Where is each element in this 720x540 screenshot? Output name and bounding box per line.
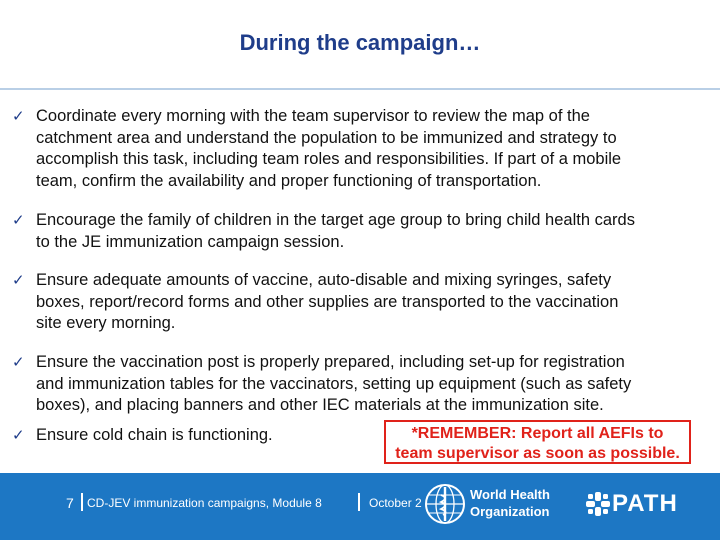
bullet-line: and immunization tables for the vaccinators, setting up equipment (such as safety: [36, 374, 632, 393]
who-line: Organization: [470, 504, 550, 519]
checkmark-icon: ✓: [12, 212, 25, 229]
footer-date: October 2: [369, 496, 422, 510]
checkmark-icon: ✓: [12, 108, 25, 125]
checkmark-icon: ✓: [12, 272, 25, 289]
path-logo-icon: [586, 492, 610, 516]
bullet-line: Ensure the vaccination post is properly prepared, including set-up for registration: [36, 353, 625, 371]
bullet-line: catchment area and understand the population to be immunized and strategy to: [36, 128, 617, 147]
reminder-line: team supervisor as soon as possible.: [395, 445, 680, 462]
bullet-line: Encourage the family of children in the target age group to bring child health cards: [36, 211, 635, 229]
title-divider: [0, 88, 720, 90]
bullet-line: site every morning.: [36, 314, 176, 332]
reminder-line: *REMEMBER: Report all AEFIs to: [411, 425, 664, 442]
bullet-line: accomplish this task, including team roles and responsibilities. If part of a mobile: [36, 150, 622, 168]
bullet-line: team, confirm the availability and proper functioning of transportation.: [36, 171, 542, 190]
footer-bar: [0, 473, 720, 540]
bullet-line: Ensure cold chain is functioning.: [36, 426, 273, 444]
who-logo: [424, 483, 564, 527]
bullet-text: [36, 106, 700, 192]
footer-divider: [358, 493, 360, 511]
bullet-line: to the JE immunization campaign session.: [36, 232, 345, 251]
page-number: 7: [66, 495, 74, 511]
bullet-line: Coordinate every morning with the team supervisor to review the map of the: [36, 107, 590, 125]
who-wordmark: [470, 486, 550, 520]
bullet-line: Ensure adequate amounts of vaccine, auto-disable and mixing syringes, safety: [36, 271, 612, 289]
footer-divider: [81, 493, 83, 511]
path-wordmark: PATH: [612, 490, 678, 517]
who-line: World Health: [470, 487, 550, 502]
checkmark-icon: ✓: [12, 354, 25, 371]
reminder-callout: [384, 420, 691, 464]
bullet-line: boxes, report/record forms and other supplies are transported to the vaccination: [36, 292, 619, 311]
slide-title: During the campaign…: [239, 30, 481, 55]
checkmark-icon: ✓: [12, 427, 25, 444]
bullet-line: boxes), and placing banners and other IEC materials at the immunization site.: [36, 396, 604, 414]
who-emblem-icon: [424, 483, 466, 525]
module-title: CD-JEV immunization campaigns, Module 8: [87, 496, 322, 510]
bullet-text: [36, 352, 700, 417]
bullet-text: [36, 210, 700, 253]
path-logo: [586, 487, 676, 523]
bullet-text: [36, 270, 700, 335]
